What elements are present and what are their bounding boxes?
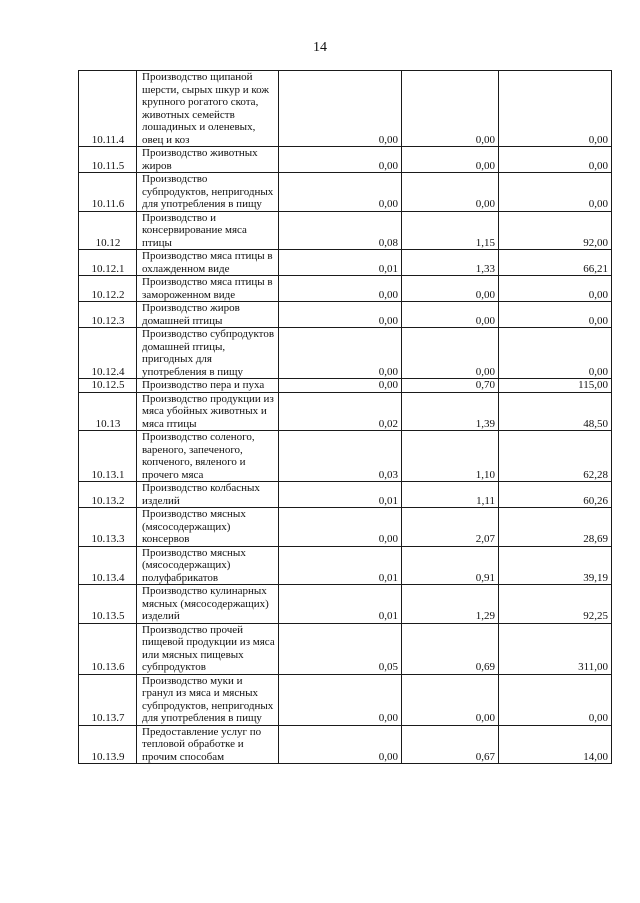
table-row: [79, 482, 612, 508]
row-value-3: 92,25: [499, 585, 612, 624]
page-number: 14: [313, 40, 327, 55]
table-row: [79, 71, 612, 147]
row-value-3: 311,00: [499, 623, 612, 674]
row-value-2: 0,00: [402, 173, 499, 212]
table-row: [79, 173, 612, 212]
row-value-3: 66,21: [499, 250, 612, 276]
row-value-2: 0,67: [402, 725, 499, 764]
row-name: Производство жиров домашней птицы: [137, 302, 279, 328]
table-row: [79, 623, 612, 674]
row-code: 10.13.4: [79, 546, 137, 585]
table-row: [79, 674, 612, 725]
row-name: Производство соленого, вареного, запеченого, копченого, вяленого и прочего мяса: [137, 431, 279, 482]
table-row: [79, 431, 612, 482]
row-code: 10.13.1: [79, 431, 137, 482]
row-value-2: 0,00: [402, 302, 499, 328]
row-code: 10.13: [79, 392, 137, 431]
row-name: Производство колбасных изделий: [137, 482, 279, 508]
row-code: 10.12.2: [79, 276, 137, 302]
row-value-2: 0,70: [402, 379, 499, 393]
row-value-3: 0,00: [499, 71, 612, 147]
row-value-1: 0,00: [279, 173, 402, 212]
row-value-1: 0,01: [279, 585, 402, 624]
row-value-3: 0,00: [499, 276, 612, 302]
row-value-2: 0,91: [402, 546, 499, 585]
row-code: 10.11.6: [79, 173, 137, 212]
table-row: [79, 392, 612, 431]
row-value-1: 0,02: [279, 392, 402, 431]
row-value-3: 28,69: [499, 508, 612, 547]
table-row: [79, 147, 612, 173]
row-value-1: 0,00: [279, 379, 402, 393]
table-row: [79, 276, 612, 302]
row-code: 10.11.5: [79, 147, 137, 173]
table-row: [79, 211, 612, 250]
row-code: 10.11.4: [79, 71, 137, 147]
row-value-1: 0,01: [279, 546, 402, 585]
row-name: Предоставление услуг по тепловой обработке и прочим способам: [137, 725, 279, 764]
row-name: Производство щипаной шерсти, сырых шкур и кож крупного рогатого скота, животных семейств лошадиных и оленевых, овец и коз: [137, 71, 279, 147]
row-name: Производство мясных (мясосодержащих) консервов: [137, 508, 279, 547]
row-code: 10.13.7: [79, 674, 137, 725]
row-name: Производство прочей пищевой продукции из мяса или мясных пищевых субпродуктов: [137, 623, 279, 674]
row-code: 10.12.3: [79, 302, 137, 328]
row-name: Производство животных жиров: [137, 147, 279, 173]
row-value-3: 0,00: [499, 328, 612, 379]
row-value-1: 0,01: [279, 482, 402, 508]
table-row: [79, 725, 612, 764]
table-row: [79, 546, 612, 585]
row-value-2: 0,69: [402, 623, 499, 674]
row-value-2: 2,07: [402, 508, 499, 547]
row-name: Производство продукции из мяса убойных животных и мяса птицы: [137, 392, 279, 431]
row-value-3: 39,19: [499, 546, 612, 585]
row-value-3: 48,50: [499, 392, 612, 431]
row-value-3: 0,00: [499, 302, 612, 328]
row-value-1: 0,05: [279, 623, 402, 674]
row-name: Производство пера и пуха: [137, 379, 279, 393]
row-value-2: 0,00: [402, 276, 499, 302]
row-value-2: 0,00: [402, 674, 499, 725]
row-code: 10.12.1: [79, 250, 137, 276]
row-value-1: 0,00: [279, 276, 402, 302]
row-value-2: 1,10: [402, 431, 499, 482]
row-code: 10.13.5: [79, 585, 137, 624]
row-value-2: 1,39: [402, 392, 499, 431]
row-value-3: 62,28: [499, 431, 612, 482]
table-row: [79, 302, 612, 328]
row-value-3: 0,00: [499, 674, 612, 725]
row-value-3: 115,00: [499, 379, 612, 393]
row-code: 10.12: [79, 211, 137, 250]
row-value-3: 60,26: [499, 482, 612, 508]
row-value-1: 0,00: [279, 674, 402, 725]
row-value-2: 1,29: [402, 585, 499, 624]
row-value-2: 1,33: [402, 250, 499, 276]
row-name: Производство и консервирование мяса птицы: [137, 211, 279, 250]
row-value-2: 0,00: [402, 71, 499, 147]
row-code: 10.13.6: [79, 623, 137, 674]
row-name: Производство мяса птицы в замороженном виде: [137, 276, 279, 302]
row-value-3: 92,00: [499, 211, 612, 250]
row-value-2: 0,00: [402, 328, 499, 379]
row-value-3: 14,00: [499, 725, 612, 764]
row-name: Производство кулинарных мясных (мясосодержащих) изделий: [137, 585, 279, 624]
row-code: 10.13.2: [79, 482, 137, 508]
table-row: [79, 328, 612, 379]
row-code: 10.12.5: [79, 379, 137, 393]
table-row: [79, 508, 612, 547]
table-row: [79, 379, 612, 393]
row-value-3: 0,00: [499, 173, 612, 212]
table-row: [79, 585, 612, 624]
table-row: [79, 250, 612, 276]
row-name: Производство субпродуктов домашней птицы, пригодных для употребления в пищу: [137, 328, 279, 379]
row-value-1: 0,00: [279, 147, 402, 173]
data-table: [78, 70, 612, 764]
row-value-1: 0,00: [279, 725, 402, 764]
row-name: Производство субпродуктов, непригодных для употребления в пищу: [137, 173, 279, 212]
row-value-1: 0,00: [279, 328, 402, 379]
row-value-1: 0,00: [279, 71, 402, 147]
row-value-1: 0,00: [279, 302, 402, 328]
row-value-1: 0,08: [279, 211, 402, 250]
row-code: 10.13.3: [79, 508, 137, 547]
row-value-1: 0,01: [279, 250, 402, 276]
row-name: Производство мяса птицы в охлажденном виде: [137, 250, 279, 276]
row-value-1: 0,03: [279, 431, 402, 482]
row-value-2: 1,15: [402, 211, 499, 250]
row-value-1: 0,00: [279, 508, 402, 547]
row-value-2: 1,11: [402, 482, 499, 508]
row-value-3: 0,00: [499, 147, 612, 173]
row-name: Производство мясных (мясосодержащих) полуфабрикатов: [137, 546, 279, 585]
row-value-2: 0,00: [402, 147, 499, 173]
row-code: 10.13.9: [79, 725, 137, 764]
row-name: Производство муки и гранул из мяса и мясных субпродуктов, непригодных для употребления в пищу: [137, 674, 279, 725]
row-code: 10.12.4: [79, 328, 137, 379]
